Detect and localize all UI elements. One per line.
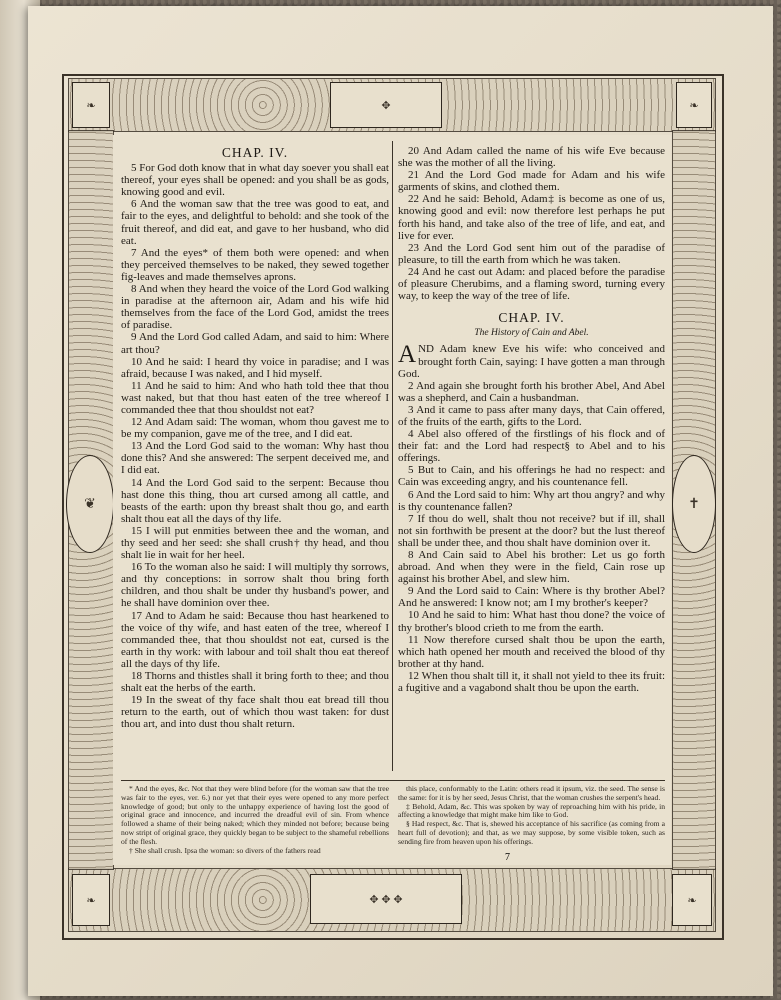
verse: 21 And the Lord God made for Adam and his wife garments of skins, and clothed them. bbox=[398, 169, 665, 194]
first-verse bbox=[398, 343, 665, 379]
verse: 7 If thou do well, shalt thou not receive? but if ill, shall not sin forthwith be present at the door? but the lust thereof shall be under thee, and thou shalt have dominion over it. bbox=[398, 512, 665, 549]
verse: 5 But to Cain, and his offerings he had no respect: and Cain was exceeding angry, and his countenance fell. bbox=[398, 464, 665, 489]
verse: 8 And Cain said to Abel his brother: Let us go forth abroad. And when they were in the field, Cain rose up against his brother Abel, and slew him. bbox=[398, 549, 665, 586]
verse: 10 And he said: I heard thy voice in paradise; and I was afraid, because I was naked, and I hid myself. bbox=[121, 355, 389, 380]
verse: 6 And the woman saw that the tree was good to eat, and fair to the eyes, and delightful to behold: and she took of the fruit thereof, and did eat, and gave to her husband, who did eat. bbox=[121, 198, 389, 247]
bottom-right-corner-figure: ❧ bbox=[672, 874, 712, 926]
chapter-heading-left: CHAP. IV. bbox=[221, 145, 289, 160]
verse: 3 And it came to pass after many days, that Cain offered, of the fruits of the earth, gifts to the Lord. bbox=[398, 403, 665, 428]
footnotes-left bbox=[121, 785, 389, 855]
chapter-heading-right: CHAP. IV. bbox=[498, 310, 565, 326]
footnote: ‡ Behold, Adam, &c. This was spoken by way of reproaching him with his pride, in affecting a knowledge that might make him like to God. bbox=[398, 801, 665, 820]
verse: 17 And to Adam he said: Because thou hast hearkened to the voice of thy wife, and hast eaten of the tree, whereof I commanded thee, that thou shouldst not eat, cursed is the earth in thy work: with labour and toil shalt thou eat thereof all the days of thy life. bbox=[121, 609, 389, 670]
verse: 16 To the woman also he said: I will multiply thy sorrows, and thy conceptions: in sorrow shalt thou bring forth children, and thou shalt be under thy husband's power, and he shall have dominion over thee. bbox=[121, 561, 389, 610]
verse: 9 And the Lord God called Adam, and said to him: Where art thou? bbox=[121, 331, 389, 356]
verse: 2 And again she brought forth his brother Abel, And Abel was a shepherd, and Cain a husbandman. bbox=[398, 379, 665, 404]
first-verse-text: ND Adam knew Eve his wife: who conceived and brought forth Cain, saying: I have gotten a man through God. bbox=[398, 343, 665, 380]
verse: 24 And he cast out Adam: and placed before the paradise of pleasure Cherubims, and a flaming sword, turning every way, to keep the way of the tree of life. bbox=[398, 265, 665, 303]
verse: 9 And the Lord said to Cain: Where is thy brother Abel? And he answered: I know not; am I my brother's keeper? bbox=[398, 585, 665, 610]
verse: 23 And the Lord God sent him out of the paradise of pleasure, to till the earth from which he was taken. bbox=[398, 241, 665, 266]
verse: 4 Abel also offered of the firstlings of his flock and of their fat: and the Lord had respect§ to Abel and to his offerings. bbox=[398, 428, 665, 465]
footnote-rule bbox=[121, 780, 665, 781]
verse: 18 Thorns and thistles shall it bring forth to thee; and thou shalt eat the herbs of the earth. bbox=[121, 670, 389, 695]
bottom-vignette-illustration: ✥ ✥ ✥ bbox=[310, 874, 462, 924]
verse: 12 When thou shalt till it, it shall not yield to thee its fruit: a fugitive and a vagabond shalt thou be upon the earth. bbox=[398, 669, 665, 695]
top-vignette-illustration: ✥ bbox=[330, 82, 442, 128]
verse: 20 And Adam called the name of his wife Eve because she was the mother of all the living. bbox=[398, 145, 665, 170]
footnote: * And the eyes, &c. Not that they were blind before (for the woman saw that the tree was fair to the eyes, ver. 6.) nor yet that their eyes were opened to any more perfect knowledge of good; but only to the unhappy experience of having lost the good of original grace and innocence, and incurred the dreadful evil of sin. From whence followed a shame of their being naked; which they minded not before; because being now stript of original grace, they quickly began to be subject to the shameful rebellions of the flesh. bbox=[121, 784, 389, 846]
verse: 8 And when they heard the voice of the Lord God walking in paradise at the afternoon air, Adam and his wife hid themselves from the face of the Lord God, amidst the trees of paradise. bbox=[121, 283, 389, 332]
footnote: † She shall crush. Ipsa the woman: so divers of the fathers read bbox=[129, 845, 321, 855]
left-text-column bbox=[121, 145, 389, 731]
footnotes-right bbox=[398, 785, 665, 847]
verse: 6 And the Lord said to him: Why art thou angry? and why is thy countenance fallen? bbox=[398, 488, 665, 513]
top-left-corner-figure: ❧ bbox=[72, 82, 110, 128]
verse: 13 And the Lord God said to the woman: Why hast thou done this? And she answered: The serpent deceived me, and I did eat. bbox=[121, 440, 389, 477]
verse: 11 And he said to him: And who hath told thee that thou wast naked, but that thou hast eaten of the tree whereof I commanded thee that thou shouldst not eat? bbox=[121, 379, 389, 416]
verse: 22 And he said: Behold, Adam‡ is become as one of us, knowing good and evil: now therefore lest perhaps he put forth his hand, and take also of the tree of life, and eat, and live for ever. bbox=[398, 193, 665, 242]
verse: 7 And the eyes* of them both were opened: and when they perceived themselves to be naked, they sewed together fig-leaves and made themselves aprons. bbox=[121, 246, 389, 283]
top-right-corner-figure: ❧ bbox=[676, 82, 712, 128]
verse: 10 And he said to him: What hast thou done? the voice of thy brother's blood crieth to me from the earth. bbox=[398, 609, 665, 634]
right-text-column bbox=[398, 145, 665, 694]
column-divider bbox=[392, 141, 393, 771]
verse: 14 And the Lord God said to the serpent: Because thou hast done this thing, thou art cursed among all cattle, and beasts of the earth: upon thy breast shalt thou go, and earth shalt thou eat all the days of thy life. bbox=[121, 476, 389, 525]
footnote: this place, conformably to the Latin: others read it ipsum, viz. the seed. The sense is the same: for it is by her seed, Jesus Christ, that the woman crushes the serpent's head. bbox=[398, 784, 665, 802]
page-number: 7 bbox=[505, 852, 510, 863]
chapter-subtitle: The History of Cain and Abel. bbox=[474, 328, 589, 339]
verse: 19 In the sweat of thy face shalt thou eat bread till thou return to the earth, out of which thou wast taken: for dust thou art, and into dust thou shalt return. bbox=[121, 694, 389, 731]
right-medallion-illustration: ✝ bbox=[672, 455, 716, 553]
verse: 11 Now therefore cursed shalt thou be upon the earth, which hath opened her mouth and received the blood of thy brother at thy hand. bbox=[398, 633, 665, 670]
footnote: § Had respect, &c. That is, shewed his acceptance of his sacrifice (as coming from a heart full of devotion); and that, as we may suppose, by some visible token, such as sending fire from heaven upon his offerings. bbox=[398, 819, 665, 846]
text-area bbox=[113, 135, 671, 865]
verse: 15 I will put enmities between thee and the woman, and thy seed and her seed: she shall crush† thy head, and thou shalt lie in wait for her heel. bbox=[121, 524, 389, 562]
bottom-left-corner-figure: ❧ bbox=[72, 874, 110, 926]
left-medallion-illustration: ❦ bbox=[66, 455, 114, 553]
verse: 12 And Adam said: The woman, whom thou gavest me to be my companion, gave me of the tree, and I did eat. bbox=[121, 416, 389, 441]
verse: 5 For God doth know that in what day soever you shall eat thereof, your eyes shall be opened: and you shall be as gods, knowing good and evil. bbox=[121, 162, 389, 199]
drop-cap: A bbox=[398, 341, 417, 369]
